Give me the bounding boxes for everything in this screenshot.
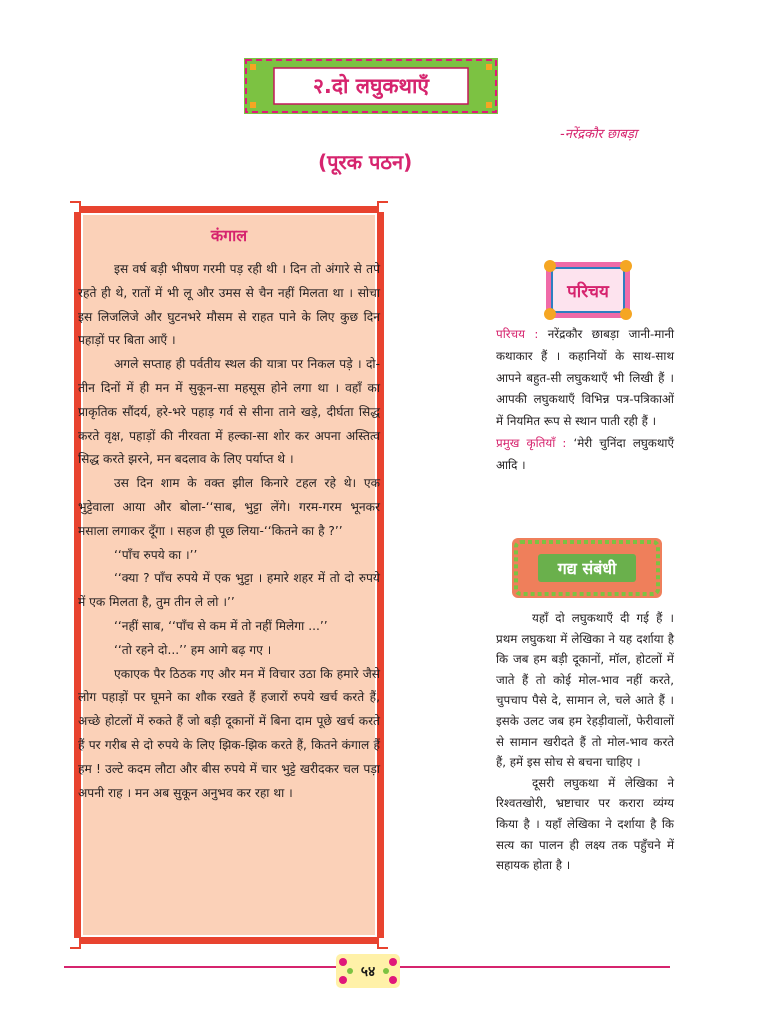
story-closing-paragraph: एकाएक पैर ठिठक गए और मन में विचार उठा कि हमारे जैसे लोग पहाड़ों पर घूमने का शौक रखते हैं हजारों रुपये खर्च करते हैं, अच्छे होटलों में रुकते हैं जो बड़ी दूकानों में बिना दाम पूछे खर्च करते हैं पर गरीब से दो रुपये के लिए झिक-झिक करते हैं, कितने कंगाल हैं हम ! उल्टे कदम लौटा और बीस रुपये में चार भुट्टे खरीदकर चल पड़ा अपनी राह । मन अब सुकून अनुभव कर रहा था । bbox=[78, 666, 380, 800]
story-dialog: ‘‘नहीं साब, ‘‘पाँच से कम में तो नहीं मिलेगा ...’’ bbox=[114, 618, 328, 633]
intro-text: नरेंद्रकौर छाबड़ा जानी-मानी कथाकार हैं । कहानियों के साथ-साथ आपने बहुत-सी लघुकथाएँ भी लिखी हैं । आपकी लघुकथाएँ विभिन्न पत्र-पत्रिकाओं में नियमित रूप से स्थान पाती रही हैं । bbox=[496, 327, 675, 429]
intro-label: परिचय : bbox=[496, 327, 539, 341]
gadya-paragraph: यहाँ दो लघुकथाएँ दी गई हैं । प्रथम लघुकथा में लेखिका ने यह दर्शाया है कि जब हम बड़ी दूकानों, मॉल, होटलों में जाते हैं तो कोई मोल-भाव नहीं करते, चुपचाप पैसे दे, सामान ले, चले आते हैं । इसके उलट जब हम रेहड़ीवालों, फेरीवालों से सामान खरीदते हैं तो मोल-भाव करते हैं, हमें इस सोच से बचना चाहिए । bbox=[496, 611, 674, 770]
works-label: प्रमुख कृतियाँ : bbox=[496, 435, 567, 450]
section-subtitle: (पूरक पठन) bbox=[318, 150, 413, 174]
parichay-badge-label: परिचय bbox=[567, 281, 609, 302]
page-title: २.दो लघुकथाएँ bbox=[312, 74, 430, 98]
story-heading: कंगाल bbox=[210, 226, 248, 245]
story-content bbox=[78, 224, 380, 805]
story-paragraph: अगले सप्ताह ही पर्वतीय स्थल की यात्रा पर निकल पड़े । दो-तीन दिनों में ही मन में सुकून-सा महसूस होने लगा था । वहाँ का प्राकृतिक सौंदर्य, हरे-भरे पहाड़ गर्व से सीना ताने खड़े, दीर्घता सिद्ध करते वृक्ष, पहाड़ों की नीरवता में हल्का-सा शोर कर अपना अस्तित्व सिद्ध करते झरने, मन बदलाव के लिए पर्याप्त थे । bbox=[78, 357, 380, 467]
gadya-paragraph: दूसरी लघुकथा में लेखिका ने रिश्वतखोरी, भ्रष्टाचार पर करारा व्यंग्य किया है । यहाँ लेखिका ने दर्शाया है कि सत्य का पालन ही लक्ष्य तक पहुँचने में सहायक होता है । bbox=[496, 775, 674, 873]
gadya-description bbox=[496, 608, 674, 876]
author-intro bbox=[496, 324, 674, 477]
works-text: ‘मेरी चुनिंदा लघुकथाएँ आदि । bbox=[496, 435, 674, 472]
story-dialog: ‘‘पाँच रुपये का ।’’ bbox=[114, 547, 198, 562]
author-name: -नरेंद्रकौर छाबड़ा bbox=[560, 127, 638, 142]
page-number-box bbox=[336, 954, 400, 988]
title-banner bbox=[244, 58, 498, 114]
story-paragraph: इस वर्ष बड़ी भीषण गरमी पड़ रही थी । दिन तो अंगारे से तपे रहते ही थे, रातों में भी लू और उमस से चैन नहीं मिलता था । सोचा इस लिजलिजे और घुटनभरे मौसम से राहत पाने के लिए कुछ दिन पहाड़ों पर बिता आएँ । bbox=[78, 262, 380, 348]
story-paragraph: उस दिन शाम के वक्त झील किनारे टहल रहे थे। एक भुट्टेवाला आया और बोला-‘‘साब, भुट्टा लेंगे। गरम-गरम भूनकर मसाला लगाकर दूँगा । सहज ही पूछ लिया-‘‘कितने का है ?’’ bbox=[78, 476, 380, 538]
parichay-badge bbox=[542, 258, 634, 322]
page-number: ५४ bbox=[360, 963, 376, 980]
gadya-badge-label: गद्य संबंधी bbox=[557, 559, 617, 578]
gadya-badge bbox=[512, 538, 662, 598]
story-dialog: ‘‘क्या ? पाँच रुपये में एक भुट्टा । हमारे शहर में तो दो रुपये में एक मिलता है, तुम तीन ले लो ।’’ bbox=[78, 571, 380, 610]
story-dialog: ‘‘तो रहने दो...’’ हम आगे बढ़ गए । bbox=[114, 642, 272, 657]
